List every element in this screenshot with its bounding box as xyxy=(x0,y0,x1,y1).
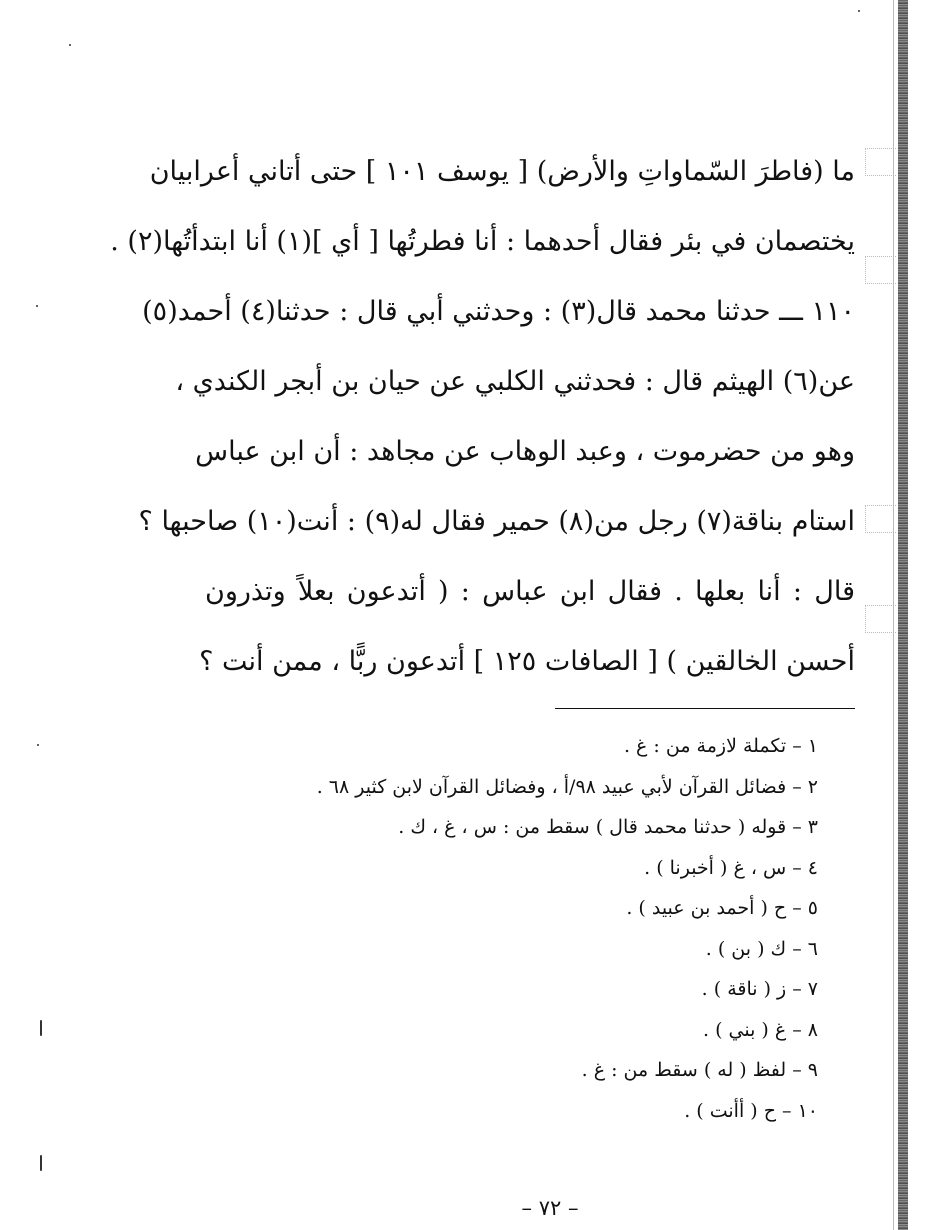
footnote: ٥ – ح ( أحمد بن عبيد ) . xyxy=(626,897,818,919)
text-line: وهو من حضرموت ، وعبد الوهاب عن مجاهد : أن ابن عباس xyxy=(195,436,855,467)
text-line: أحسن الخالقين ) [ الصافات ١٢٥ ] أتدعون ربًّا ، ممن أنت ؟ xyxy=(199,646,855,677)
footnote: ٣ – قوله ( حدثنا محمد قال ) سقط من : س ، غ ، ك . xyxy=(398,816,818,838)
footnote: ٩ – لفظ ( له ) سقط من : غ . xyxy=(581,1059,818,1081)
footnote: ١٠ – ح ( أأنت ) . xyxy=(684,1099,818,1122)
edge-mark xyxy=(865,605,896,633)
text-line: ١١٠ ـــ حدثنا محمد قال(٣) : وحدثني أبي قال : حدثنا(٤) أحمد(٥) xyxy=(142,296,855,327)
scan-speck xyxy=(40,1155,42,1171)
footnote: ٦ – ك ( بن ) . xyxy=(705,937,818,960)
scanned-page-edge xyxy=(898,0,908,1230)
footnote-separator xyxy=(555,708,855,709)
footnote: ٧ – ز ( ناقة ) . xyxy=(701,978,818,1000)
edge-mark xyxy=(865,256,896,284)
footnote: ٨ – غ ( بني ) . xyxy=(702,1018,818,1041)
footnote: ٤ – س ، غ ( أخبرنا ) . xyxy=(644,856,818,879)
text-line: استام بناقة(٧) رجل من(٨) حمير فقال له(٩) : أنت(١٠) صاحبها ؟ xyxy=(138,506,855,537)
scan-speck xyxy=(36,305,38,307)
edge-mark xyxy=(865,505,896,533)
scan-speck xyxy=(37,744,39,746)
scan-speck xyxy=(69,44,71,46)
scan-speck xyxy=(858,10,860,12)
text-line: قال : أنا بعلها . فقال ابن عباس : ( أتدعون بعلاً وتذرون xyxy=(205,576,855,607)
text-line: يختصمان في بئر فقال أحدهما : أنا فطرتُها [ أي ](١) أنا ابتدأتُها(٢) . xyxy=(110,226,855,257)
main-text xyxy=(110,152,855,712)
text-line: عن(٦) الهيثم قال : فحدثني الكلبي عن حيان بن أبجر الكندي ، xyxy=(175,366,855,397)
text-line: ما (فاطرَ السّماواتِ والأرض) [ يوسف ١٠١ ] حتى أتاني أعرابيان xyxy=(149,156,855,187)
footnote: ١ – تكملة لازمة من : غ . xyxy=(623,735,818,757)
scan-speck xyxy=(40,1020,42,1036)
page-number: – ٧٢ – xyxy=(521,1196,579,1220)
footnotes xyxy=(198,730,818,1135)
footnote: ٢ – فضائل القرآن لأبي عبيد ٩٨/أ ، وفضائل القرآن لابن كثير ٦٨ . xyxy=(316,775,818,798)
edge-mark xyxy=(865,148,896,176)
